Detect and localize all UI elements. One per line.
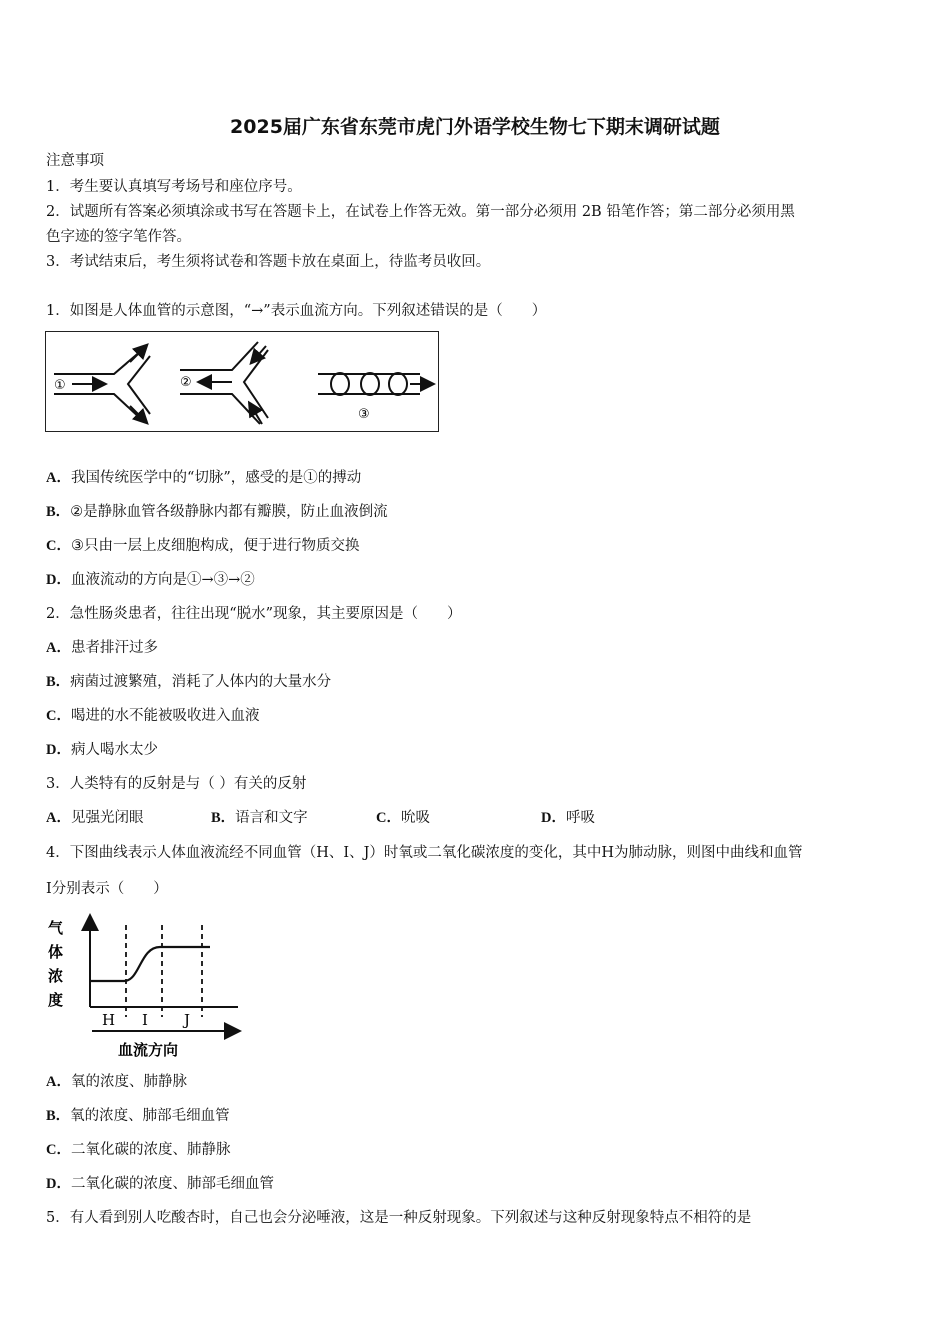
question-4-stem-cont: I分别表示（ ） <box>46 881 168 897</box>
vessel-3-label: ③ <box>358 407 370 422</box>
option-key: C． <box>46 1142 71 1158</box>
q4-option-b <box>46 1106 230 1126</box>
option-key: D． <box>46 742 71 758</box>
q1-option-a <box>46 468 361 488</box>
option-key: D． <box>541 810 566 826</box>
notice-item: 2．试题所有答案必须填涂或书写在答题卡上，在试卷上作答无效。第一部分必须用 2B 铅笔作答；第二部分必须用黑 <box>46 204 795 220</box>
option-text: 喝进的水不能被吸收进入血液 <box>70 708 260 724</box>
gas-concentration-figure <box>44 911 244 1061</box>
concentration-curve <box>90 947 210 981</box>
vessel-2-vein <box>180 342 268 424</box>
option-key: C． <box>376 810 401 826</box>
option-text: 吮吸 <box>400 810 430 826</box>
q4-option-a <box>46 1072 187 1092</box>
option-key: C． <box>46 708 71 724</box>
option-text: 呼吸 <box>565 810 595 826</box>
q4-option-d <box>46 1174 274 1194</box>
notice-heading: 注意事项 <box>46 153 104 169</box>
ylabel-char: 气 <box>48 919 64 937</box>
option-text: 病菌过渡繁殖，消耗了人体内的大量水分 <box>70 674 332 690</box>
blood-vessel-figure <box>45 331 439 432</box>
option-key: D． <box>46 572 71 588</box>
q2-option-b <box>46 672 331 692</box>
notice-item: 3．考试结束后，考生须将试卷和答题卡放在桌面上，待监考员收回。 <box>46 254 491 270</box>
x-mark-j: J <box>184 1011 191 1029</box>
question-2-stem: 2．急性肠炎患者，往往出现“脱水”现象，其主要原因是（ ） <box>46 606 462 622</box>
option-key: A． <box>46 640 71 656</box>
option-key: A． <box>46 810 71 826</box>
q3-option-c <box>376 808 430 828</box>
option-text: 见强光闭眼 <box>70 810 144 826</box>
option-text: ②是静脉血管各级静脉内都有瓣膜，防止血液倒流 <box>70 504 388 520</box>
q1-option-d <box>46 570 255 590</box>
notice-item: 色字迹的签字笔作答。 <box>46 229 191 245</box>
vessel-3-capillary <box>318 373 432 395</box>
vessel-1-label: ① <box>54 378 66 393</box>
notice-item: 1．考生要认真填写考场号和座位序号。 <box>46 179 302 195</box>
question-1-stem: 1．如图是人体血管的示意图，“→”表示血流方向。下列叙述错误的是（ ） <box>46 303 547 319</box>
blood-vessel-diagram <box>46 332 438 431</box>
option-key: C． <box>46 538 71 554</box>
question-5-stem: 5．有人看到别人吃酸杏时，自己也会分泌唾液，这是一种反射现象。下列叙述与这种反射现象特点不相符的是 <box>46 1210 752 1226</box>
option-text: 血液流动的方向是①→③→② <box>70 572 255 588</box>
q3-option-a <box>46 808 143 828</box>
ylabel-char: 度 <box>48 991 64 1009</box>
xlabel: 血流方向 <box>118 1041 179 1059</box>
option-text: 我国传统医学中的“切脉”，感受的是①的搏动 <box>70 470 362 486</box>
q1-option-b <box>46 502 388 522</box>
x-mark-h: H <box>102 1011 116 1029</box>
option-text: 二氧化碳的浓度、肺部毛细血管 <box>70 1176 274 1192</box>
question-3-stem: 3．人类特有的反射是与（ ）有关的反射 <box>46 776 307 792</box>
q3-option-d <box>541 808 595 828</box>
q2-option-a <box>46 638 158 658</box>
option-text: 病人喝水太少 <box>70 742 158 758</box>
option-text: 二氧化碳的浓度、肺静脉 <box>70 1142 231 1158</box>
q2-option-d <box>46 740 158 760</box>
option-text: 氧的浓度、肺静脉 <box>70 1074 187 1090</box>
q3-option-b <box>211 808 308 828</box>
ylabel-char: 体 <box>48 943 64 961</box>
option-text: ③只由一层上皮细胞构成，便于进行物质交换 <box>70 538 360 554</box>
option-key: A． <box>46 470 71 486</box>
option-key: B． <box>211 810 236 826</box>
x-mark-i: I <box>142 1011 148 1029</box>
option-key: B． <box>46 1108 71 1124</box>
option-key: D． <box>46 1176 71 1192</box>
ylabel-char: 浓 <box>48 967 64 985</box>
q1-option-c <box>46 536 359 556</box>
q2-option-c <box>46 706 259 726</box>
vessel-1-artery <box>54 346 150 422</box>
gas-concentration-graph <box>44 911 244 1061</box>
page-title: 2025届广东省东莞市虎门外语学校生物七下期末调研试题 <box>230 116 720 138</box>
q4-option-c <box>46 1140 230 1160</box>
option-text: 氧的浓度、肺部毛细血管 <box>70 1108 230 1124</box>
option-text: 语言和文字 <box>235 810 308 826</box>
option-text: 患者排汗过多 <box>70 640 158 656</box>
vessel-2-label: ② <box>180 375 192 390</box>
question-4-stem: 4．下图曲线表示人体血液流经不同血管（H、I、J）时氧或二氧化碳浓度的变化，其中H为肺动脉，则图中曲线和血管 <box>46 845 803 861</box>
option-key: B． <box>46 504 71 520</box>
option-key: A． <box>46 1074 71 1090</box>
option-key: B． <box>46 674 71 690</box>
